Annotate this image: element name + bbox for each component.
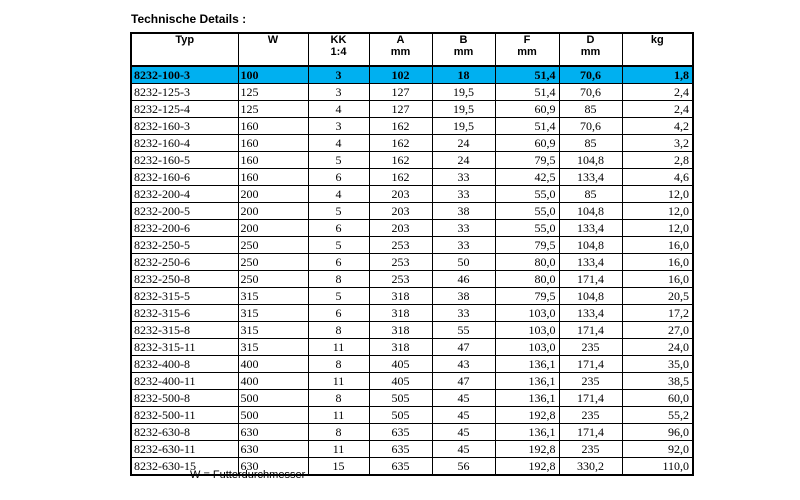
cell-kg: 2,8 (622, 152, 693, 169)
col-header-w: W (238, 33, 308, 66)
cell-kg: 1,8 (622, 66, 693, 84)
cell-a: 405 (369, 356, 432, 373)
cell-kg: 3,2 (622, 135, 693, 152)
table-row (131, 339, 693, 356)
cell-d: 235 (559, 441, 622, 458)
cell-kk: 6 (308, 220, 369, 237)
cell-kg: 12,0 (622, 203, 693, 220)
cell-b: 33 (432, 169, 495, 186)
cell-kk: 5 (308, 203, 369, 220)
cell-b: 33 (432, 237, 495, 254)
cell-f: 60,9 (495, 101, 559, 118)
cell-b: 47 (432, 339, 495, 356)
table-row (131, 356, 693, 373)
cell-d: 85 (559, 101, 622, 118)
cell-a: 203 (369, 186, 432, 203)
cell-kg: 4,2 (622, 118, 693, 135)
cell-kk: 4 (308, 186, 369, 203)
cell-w: 160 (238, 152, 308, 169)
cell-f: 79,5 (495, 237, 559, 254)
cell-a: 318 (369, 322, 432, 339)
cell-typ: 8232-315-6 (131, 305, 238, 322)
table-row (131, 152, 693, 169)
cell-w: 160 (238, 118, 308, 135)
cell-a: 505 (369, 407, 432, 424)
table-row (131, 373, 693, 390)
cell-a: 127 (369, 101, 432, 118)
cell-f: 51,4 (495, 84, 559, 101)
cell-kk: 11 (308, 373, 369, 390)
cell-w: 250 (238, 237, 308, 254)
cell-w: 315 (238, 339, 308, 356)
cell-b: 45 (432, 441, 495, 458)
cell-kk: 6 (308, 305, 369, 322)
col-header-kg: kg (622, 33, 693, 66)
cell-w: 500 (238, 407, 308, 424)
cell-d: 235 (559, 373, 622, 390)
cell-a: 635 (369, 424, 432, 441)
cell-f: 136,1 (495, 373, 559, 390)
col-header-b: B mm (432, 33, 495, 66)
cell-d: 171,4 (559, 390, 622, 407)
cell-w: 400 (238, 356, 308, 373)
cell-b: 47 (432, 373, 495, 390)
cell-f: 79,5 (495, 288, 559, 305)
cell-a: 102 (369, 66, 432, 84)
cell-f: 80,0 (495, 254, 559, 271)
cell-b: 19,5 (432, 101, 495, 118)
cell-kk: 3 (308, 84, 369, 101)
cell-d: 104,8 (559, 152, 622, 169)
cell-f: 192,8 (495, 441, 559, 458)
cell-a: 405 (369, 373, 432, 390)
cell-d: 133,4 (559, 254, 622, 271)
cell-kk: 4 (308, 135, 369, 152)
cell-kg: 2,4 (622, 84, 693, 101)
cell-w: 630 (238, 424, 308, 441)
cell-d: 171,4 (559, 356, 622, 373)
cell-f: 55,0 (495, 203, 559, 220)
cell-f: 192,8 (495, 407, 559, 424)
cell-typ: 8232-400-11 (131, 373, 238, 390)
cell-b: 50 (432, 254, 495, 271)
table-row (131, 254, 693, 271)
cell-f: 103,0 (495, 322, 559, 339)
cell-kk: 4 (308, 101, 369, 118)
cell-a: 203 (369, 203, 432, 220)
cell-kk: 8 (308, 424, 369, 441)
cell-w: 160 (238, 135, 308, 152)
cell-kk: 8 (308, 271, 369, 288)
cell-b: 18 (432, 66, 495, 84)
cell-kk: 3 (308, 66, 369, 84)
cell-kk: 11 (308, 407, 369, 424)
cell-kg: 2,4 (622, 101, 693, 118)
cell-f: 60,9 (495, 135, 559, 152)
cell-b: 38 (432, 288, 495, 305)
cell-kk: 5 (308, 237, 369, 254)
cell-typ: 8232-250-6 (131, 254, 238, 271)
cell-a: 318 (369, 305, 432, 322)
cell-f: 55,0 (495, 186, 559, 203)
cell-typ: 8232-200-4 (131, 186, 238, 203)
cell-kg: 60,0 (622, 390, 693, 407)
cell-a: 635 (369, 458, 432, 476)
col-header-typ: Typ (131, 33, 238, 66)
cell-b: 24 (432, 135, 495, 152)
cell-a: 162 (369, 169, 432, 186)
table-row (131, 390, 693, 407)
cell-typ: 8232-315-11 (131, 339, 238, 356)
col-header-f: F mm (495, 33, 559, 66)
cell-typ: 8232-315-8 (131, 322, 238, 339)
table-row (131, 441, 693, 458)
cell-w: 200 (238, 203, 308, 220)
cell-w: 630 (238, 441, 308, 458)
cell-kk: 8 (308, 390, 369, 407)
table-row (131, 220, 693, 237)
cell-typ: 8232-630-15 (131, 458, 238, 476)
cell-a: 253 (369, 254, 432, 271)
cell-d: 171,4 (559, 271, 622, 288)
cell-a: 253 (369, 237, 432, 254)
cell-kg: 12,0 (622, 186, 693, 203)
cell-f: 79,5 (495, 152, 559, 169)
cell-f: 42,5 (495, 169, 559, 186)
cell-w: 125 (238, 101, 308, 118)
table-header-row (131, 33, 693, 66)
table-row (131, 288, 693, 305)
section-title: Technische Details : (131, 12, 247, 26)
cell-kk: 5 (308, 288, 369, 305)
cell-b: 19,5 (432, 84, 495, 101)
cell-kg: 12,0 (622, 220, 693, 237)
table-row (131, 101, 693, 118)
cell-d: 133,4 (559, 220, 622, 237)
cell-d: 133,4 (559, 305, 622, 322)
cell-a: 635 (369, 441, 432, 458)
cell-typ: 8232-125-4 (131, 101, 238, 118)
cell-typ: 8232-630-11 (131, 441, 238, 458)
cell-typ: 8232-100-3 (131, 66, 238, 84)
cell-typ: 8232-160-3 (131, 118, 238, 135)
cell-w: 315 (238, 322, 308, 339)
cell-typ: 8232-400-8 (131, 356, 238, 373)
cell-kg: 24,0 (622, 339, 693, 356)
col-header-kk: KK 1:4 (308, 33, 369, 66)
cell-b: 45 (432, 407, 495, 424)
cell-b: 45 (432, 390, 495, 407)
cell-w: 250 (238, 271, 308, 288)
cell-typ: 8232-160-5 (131, 152, 238, 169)
cell-a: 162 (369, 152, 432, 169)
table-row (131, 84, 693, 101)
col-header-d: D mm (559, 33, 622, 66)
cell-a: 203 (369, 220, 432, 237)
cell-d: 171,4 (559, 424, 622, 441)
cell-d: 85 (559, 186, 622, 203)
table-row (131, 186, 693, 203)
footnote: W = Futterdurchmesser (190, 469, 306, 481)
cell-w: 250 (238, 254, 308, 271)
cell-f: 136,1 (495, 390, 559, 407)
cell-f: 136,1 (495, 424, 559, 441)
cell-kk: 15 (308, 458, 369, 476)
cell-w: 400 (238, 373, 308, 390)
cell-kg: 35,0 (622, 356, 693, 373)
cell-kg: 110,0 (622, 458, 693, 476)
cell-kg: 20,5 (622, 288, 693, 305)
cell-kk: 8 (308, 356, 369, 373)
cell-kg: 27,0 (622, 322, 693, 339)
cell-typ: 8232-200-5 (131, 203, 238, 220)
cell-typ: 8232-630-8 (131, 424, 238, 441)
cell-kk: 11 (308, 339, 369, 356)
cell-w: 315 (238, 305, 308, 322)
cell-f: 103,0 (495, 339, 559, 356)
cell-b: 43 (432, 356, 495, 373)
cell-w: 200 (238, 186, 308, 203)
cell-w: 630 (238, 458, 308, 476)
cell-a: 162 (369, 118, 432, 135)
cell-a: 162 (369, 135, 432, 152)
table-row (131, 237, 693, 254)
cell-d: 85 (559, 135, 622, 152)
cell-d: 235 (559, 339, 622, 356)
cell-typ: 8232-250-5 (131, 237, 238, 254)
cell-f: 80,0 (495, 271, 559, 288)
table-body (131, 66, 693, 475)
cell-d: 104,8 (559, 288, 622, 305)
cell-d: 104,8 (559, 203, 622, 220)
cell-a: 253 (369, 271, 432, 288)
cell-f: 55,0 (495, 220, 559, 237)
cell-b: 38 (432, 203, 495, 220)
cell-d: 235 (559, 407, 622, 424)
cell-typ: 8232-315-5 (131, 288, 238, 305)
cell-w: 100 (238, 66, 308, 84)
cell-typ: 8232-250-8 (131, 271, 238, 288)
cell-w: 500 (238, 390, 308, 407)
cell-d: 133,4 (559, 169, 622, 186)
cell-d: 70,6 (559, 118, 622, 135)
cell-typ: 8232-500-11 (131, 407, 238, 424)
cell-d: 70,6 (559, 66, 622, 84)
cell-d: 171,4 (559, 322, 622, 339)
cell-b: 45 (432, 424, 495, 441)
cell-d: 330,2 (559, 458, 622, 476)
cell-kg: 55,2 (622, 407, 693, 424)
table-row (131, 322, 693, 339)
cell-typ: 8232-500-8 (131, 390, 238, 407)
table-row (131, 271, 693, 288)
technical-details-table (130, 32, 694, 476)
cell-kg: 16,0 (622, 271, 693, 288)
col-header-a: A mm (369, 33, 432, 66)
table-row (131, 305, 693, 322)
cell-b: 33 (432, 305, 495, 322)
table-row (131, 135, 693, 152)
cell-kg: 38,5 (622, 373, 693, 390)
cell-typ: 8232-160-6 (131, 169, 238, 186)
cell-b: 19,5 (432, 118, 495, 135)
cell-kg: 16,0 (622, 254, 693, 271)
table-row (131, 424, 693, 441)
cell-a: 127 (369, 84, 432, 101)
cell-d: 70,6 (559, 84, 622, 101)
cell-b: 33 (432, 220, 495, 237)
cell-b: 55 (432, 322, 495, 339)
cell-a: 318 (369, 339, 432, 356)
cell-kk: 6 (308, 169, 369, 186)
cell-a: 318 (369, 288, 432, 305)
cell-typ: 8232-125-3 (131, 84, 238, 101)
cell-a: 505 (369, 390, 432, 407)
cell-w: 125 (238, 84, 308, 101)
cell-kk: 11 (308, 441, 369, 458)
cell-typ: 8232-160-4 (131, 135, 238, 152)
cell-kg: 92,0 (622, 441, 693, 458)
table-row (131, 407, 693, 424)
cell-kg: 96,0 (622, 424, 693, 441)
cell-kg: 17,2 (622, 305, 693, 322)
table-row (131, 66, 693, 84)
cell-b: 24 (432, 152, 495, 169)
cell-b: 46 (432, 271, 495, 288)
cell-w: 160 (238, 169, 308, 186)
cell-b: 56 (432, 458, 495, 476)
cell-d: 104,8 (559, 237, 622, 254)
table-row (131, 118, 693, 135)
cell-typ: 8232-200-6 (131, 220, 238, 237)
cell-kg: 4,6 (622, 169, 693, 186)
cell-kk: 6 (308, 254, 369, 271)
cell-f: 51,4 (495, 66, 559, 84)
cell-w: 200 (238, 220, 308, 237)
cell-b: 33 (432, 186, 495, 203)
cell-f: 51,4 (495, 118, 559, 135)
cell-w: 315 (238, 288, 308, 305)
cell-kg: 16,0 (622, 237, 693, 254)
cell-f: 103,0 (495, 305, 559, 322)
cell-kk: 5 (308, 152, 369, 169)
cell-kk: 3 (308, 118, 369, 135)
table-row (131, 203, 693, 220)
table-row (131, 169, 693, 186)
cell-f: 136,1 (495, 356, 559, 373)
cell-f: 192,8 (495, 458, 559, 476)
cell-kk: 8 (308, 322, 369, 339)
